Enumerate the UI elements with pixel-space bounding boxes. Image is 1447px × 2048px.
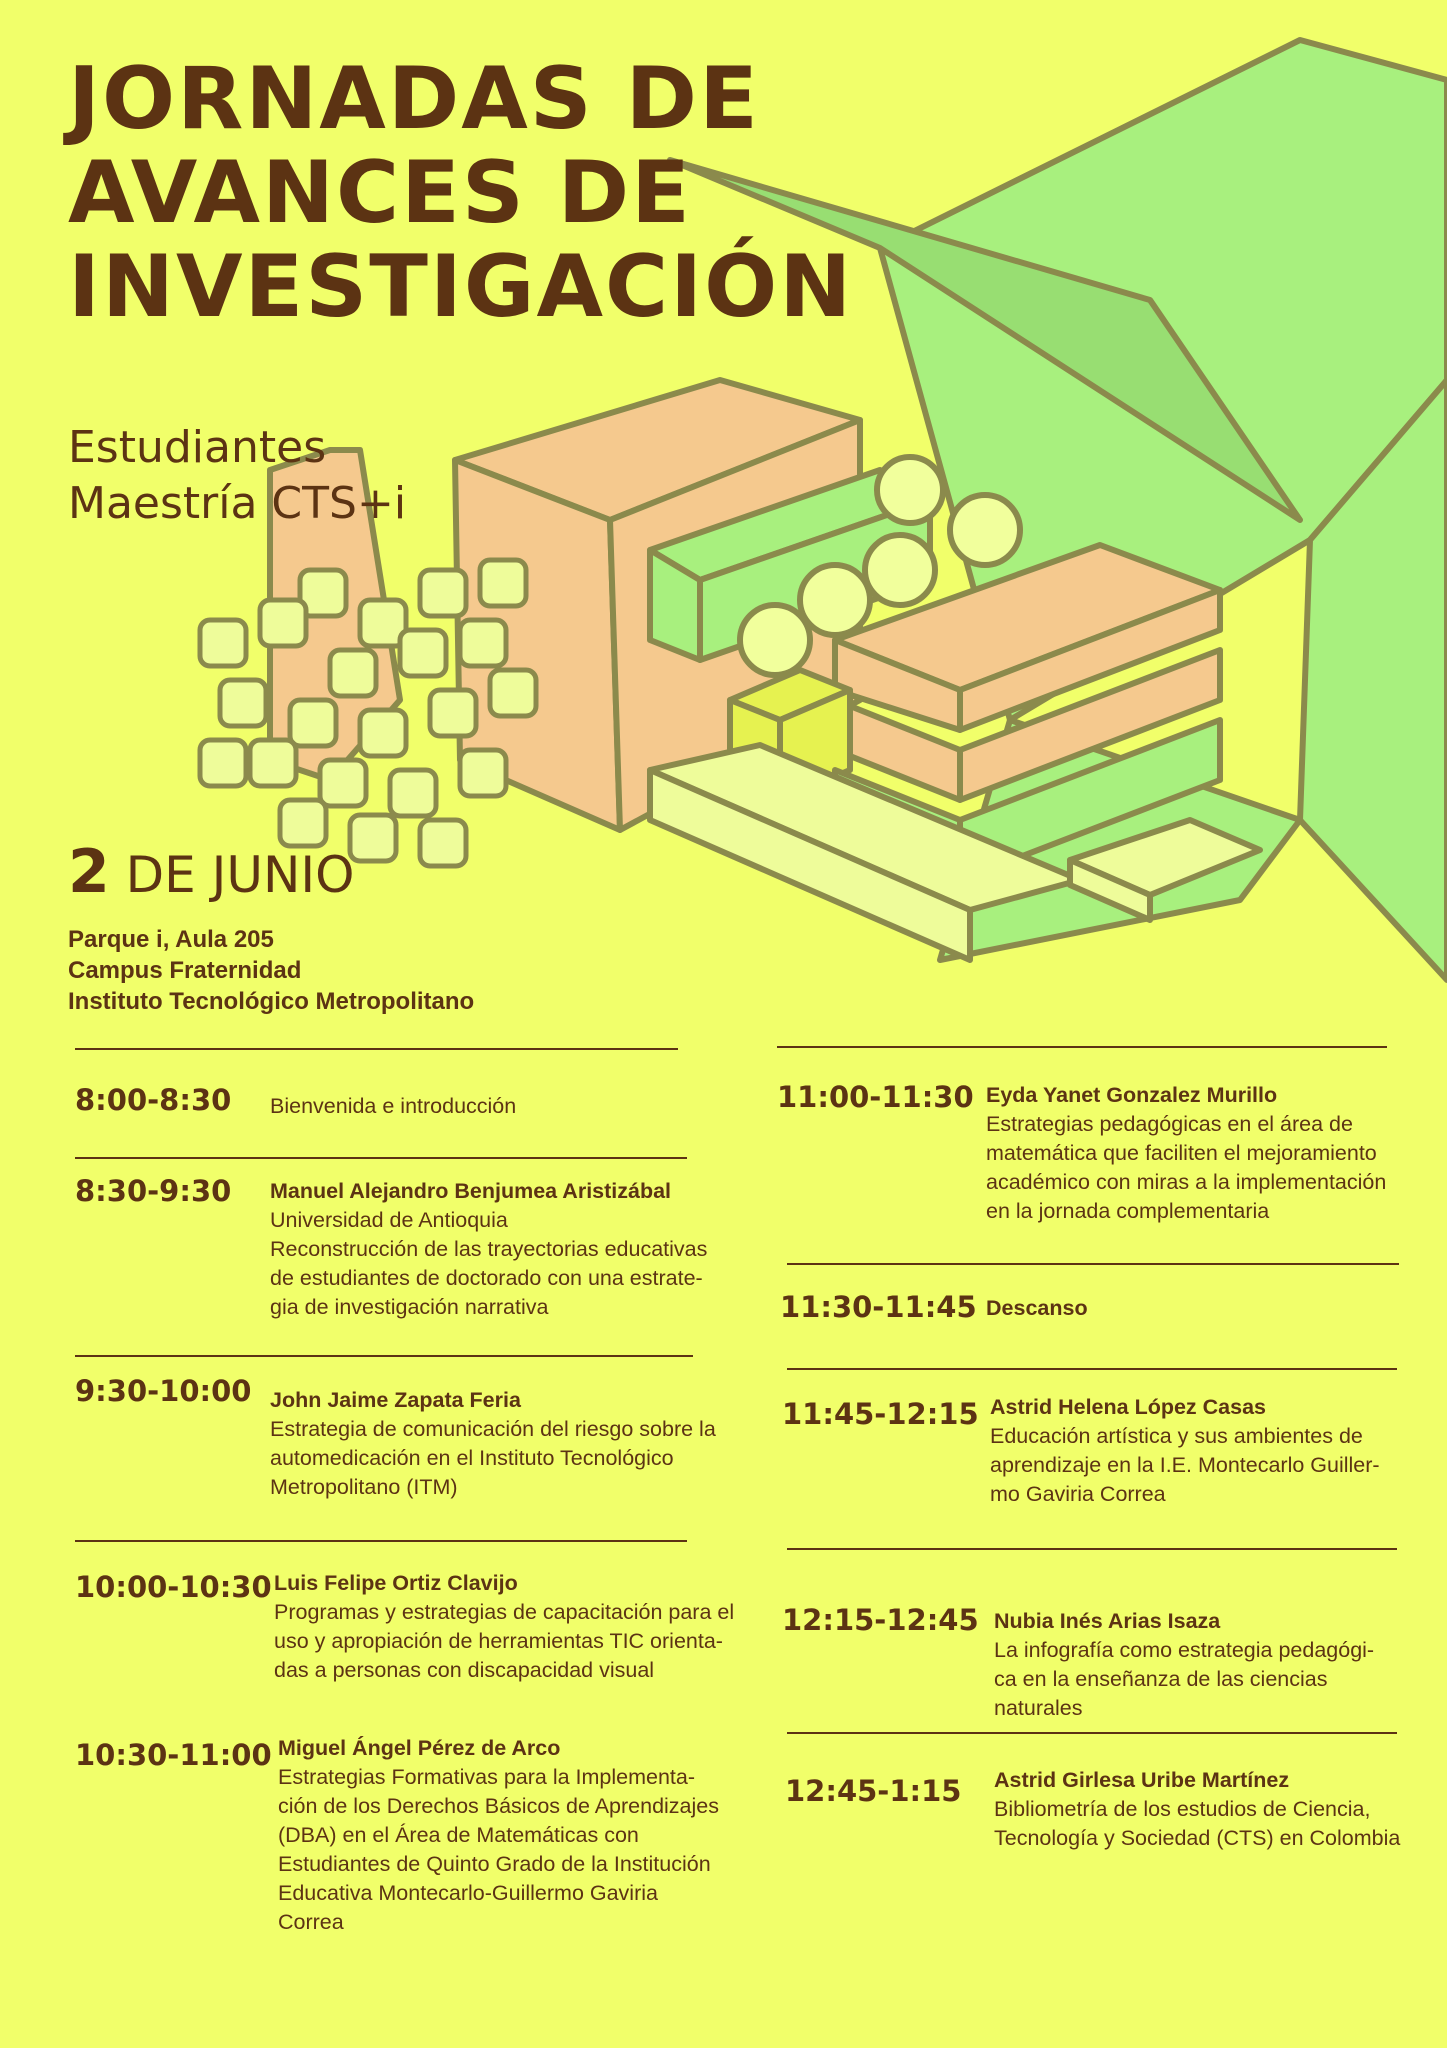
schedule-description-line: ción de los Derechos Básicos de Aprendizajes (278, 1794, 720, 1818)
schedule-description-line: Estrategias pedagógicas en el área de (986, 1112, 1353, 1136)
sphere-5 (740, 605, 810, 675)
schedule-item (986, 1081, 1386, 1226)
speaker-name: Eyda Yanet Gonzalez Murillo (986, 1083, 1278, 1107)
schedule-description-line: ca en la enseñanza de las ciencias (994, 1667, 1328, 1691)
schedule-description-line: Educativa Montecarlo-Guillermo Gaviria (278, 1881, 658, 1905)
speaker-name: Manuel Alejandro Benjumea Aristizábal (270, 1179, 672, 1203)
subtitle-line-1: Estudiantes (68, 422, 327, 473)
schedule-description-line: en la jornada complementaria (986, 1199, 1270, 1223)
schedule-description-line: automedicación en el Instituto Tecnológico (270, 1446, 674, 1470)
schedule-description-line: mo Gaviria Correa (990, 1482, 1166, 1506)
venue-line-3: Instituto Tecnológico Metropolitano (68, 988, 475, 1015)
schedule-description-line: Bibliometría de los estudios de Ciencia, (994, 1797, 1371, 1821)
subtitle-block (68, 420, 406, 532)
title-line-2: AVANCES DE (68, 143, 692, 243)
schedule-description-line: La infografía como estrategia pedagógi- (994, 1638, 1375, 1662)
venue-line-2: Campus Fraternidad (68, 957, 302, 984)
venue-block (68, 924, 474, 1017)
schedule-description-line: gia de investigación narrativa (270, 1295, 549, 1319)
speaker-name: Nubia Inés Arias Isaza (994, 1609, 1221, 1633)
schedule-item (270, 1177, 707, 1322)
schedule-item (994, 1766, 1400, 1853)
schedule-description-line: das a personas con discapacidad visual (274, 1658, 655, 1682)
schedule-item (278, 1734, 719, 1937)
schedule-time: 12:15-12:45 (782, 1603, 979, 1637)
divider (75, 1157, 687, 1159)
schedule-description-line: Educación artística y sus ambientes de (990, 1424, 1363, 1448)
speaker-name: Astrid Helena López Casas (990, 1395, 1267, 1419)
subtitle-line-2: Maestría CTS+i (68, 478, 407, 529)
date-number: 2 (68, 837, 110, 907)
schedule-description-line: Metropolitano (ITM) (270, 1475, 458, 1499)
schedule-description-line: Estudiantes de Quinto Grado de la Institución (278, 1852, 711, 1876)
event-date (68, 837, 355, 907)
divider (777, 1046, 1387, 1048)
speaker-affiliation: Universidad de Antioquia (270, 1208, 508, 1232)
schedule-description-line: aprendizaje en la I.E. Montecarlo Guiller- (990, 1453, 1380, 1477)
schedule-item (990, 1393, 1380, 1509)
schedule-description-line: Correa (278, 1910, 344, 1934)
schedule-time: 8:30-9:30 (75, 1174, 232, 1208)
schedule-item (994, 1607, 1374, 1723)
schedule-description-line: Estrategia de comunicación del riesgo sobre la (270, 1417, 716, 1441)
sphere-4 (800, 565, 870, 635)
venue-line-1: Parque i, Aula 205 (68, 926, 274, 953)
schedule-description-line: Tecnología y Sociedad (CTS) en Colombia (994, 1826, 1401, 1850)
divider (787, 1548, 1397, 1550)
date-text: DE JUNIO (125, 846, 355, 904)
divider (787, 1263, 1399, 1265)
schedule-description-line: Bienvenida e introducción (270, 1094, 517, 1118)
title-block (68, 49, 854, 337)
schedule-item (270, 1092, 516, 1121)
sphere-3 (865, 535, 935, 605)
schedule-time: 9:30-10:00 (75, 1374, 252, 1408)
schedule-description-line: de estudiantes de doctorado con una estrate- (270, 1266, 703, 1290)
schedule-time: 11:45-12:15 (782, 1397, 979, 1431)
speaker-name: Luis Felipe Ortiz Clavijo (274, 1571, 518, 1595)
divider (787, 1732, 1397, 1734)
schedule-item (270, 1386, 716, 1502)
divider (75, 1355, 693, 1357)
schedule-description-line: uso y apropiación de herramientas TIC orienta- (274, 1629, 723, 1653)
divider (75, 1048, 678, 1050)
sphere-1 (877, 457, 943, 523)
schedule-time: 12:45-1:15 (785, 1774, 962, 1808)
title-line-1: JORNADAS DE (68, 49, 760, 149)
break-label: Descanso (986, 1296, 1088, 1320)
schedule-description-line: (DBA) en el Área de Matemáticas con (278, 1823, 639, 1847)
schedule-description-line: académico con miras a la implementación (986, 1170, 1387, 1194)
divider (75, 1540, 687, 1542)
schedule-item (274, 1569, 734, 1685)
schedule-description-line: matemática que faciliten el mejoramiento (986, 1141, 1377, 1165)
schedule-description-line: Programas y estrategias de capacitación para el (274, 1600, 735, 1624)
schedule-time: 8:00-8:30 (75, 1083, 232, 1117)
sphere-2 (950, 495, 1020, 565)
schedule-time: 11:30-11:45 (780, 1290, 977, 1324)
schedule-description-line: Estrategias Formativas para la Implementa- (278, 1765, 696, 1789)
schedule-item (986, 1294, 1088, 1323)
title-line-3: INVESTIGACIÓN (68, 237, 854, 337)
speaker-name: Astrid Girlesa Uribe Martínez (994, 1768, 1290, 1792)
schedule-time: 10:00-10:30 (75, 1570, 272, 1604)
schedule-description-line: Reconstrucción de las trayectorias educativas (270, 1237, 708, 1261)
speaker-name: Miguel Ángel Pérez de Arco (278, 1736, 561, 1760)
speaker-name: John Jaime Zapata Feria (270, 1388, 521, 1412)
schedule-description-line: naturales (994, 1696, 1083, 1720)
divider (787, 1368, 1397, 1370)
schedule-time: 10:30-11:00 (75, 1738, 272, 1772)
schedule-time: 11:00-11:30 (777, 1080, 974, 1114)
